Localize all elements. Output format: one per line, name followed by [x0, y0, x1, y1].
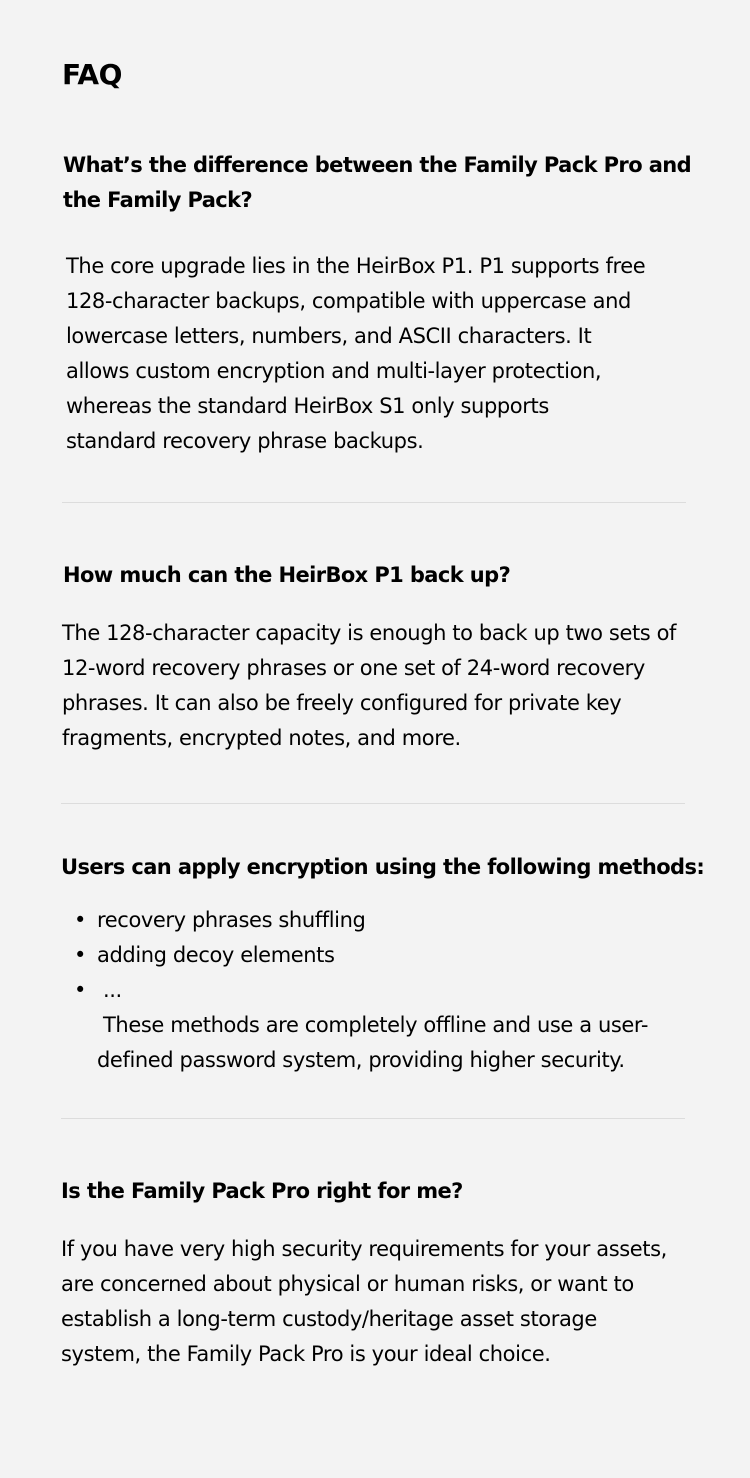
- list-item-text: adding decoy elements: [97, 943, 335, 967]
- answer-line: phrases. It can also be freely configured for private key: [62, 691, 622, 715]
- answer-line: standard recovery phrase backups.: [66, 429, 424, 453]
- answer-line: whereas the standard HeirBox S1 only supports: [66, 394, 549, 418]
- list-item: [62, 938, 702, 973]
- answer-line: lowercase letters, numbers, and ASCII characters. It: [66, 324, 592, 348]
- bullet-icon: •: [74, 908, 86, 932]
- list-item-text: recovery phrases shuffling: [97, 908, 366, 932]
- faq-answer-right-for-me: [61, 1232, 667, 1372]
- divider: [61, 803, 685, 804]
- answer-line: The 128-character capacity is enough to back up two sets of: [62, 621, 677, 645]
- bullet-icon: •: [74, 978, 86, 1002]
- answer-line: The core upgrade lies in the HeirBox P1. P1 supports free: [66, 254, 646, 278]
- answer-line: fragments, encrypted notes, and more.: [62, 726, 461, 750]
- answer-line: are concerned about physical or human risks, or want to: [61, 1272, 634, 1296]
- faq-title: FAQ: [62, 58, 122, 91]
- list-item-text: ...: [103, 978, 122, 1002]
- divider: [61, 1118, 685, 1119]
- list-item: [62, 973, 702, 1078]
- answer-line: establish a long-term custody/heritage asset storage: [61, 1307, 597, 1331]
- list-note-line: defined password system, providing higher security.: [97, 1048, 625, 1072]
- encryption-methods-list: [62, 903, 702, 1078]
- divider: [62, 502, 686, 503]
- answer-line: 128-character backups, compatible with uppercase and: [66, 289, 631, 313]
- list-item: [62, 903, 702, 938]
- question-line: What’s the difference between the Family Pack Pro and: [63, 153, 692, 177]
- bullet-icon: •: [74, 943, 86, 967]
- question-line: the Family Pack?: [63, 188, 253, 212]
- answer-line: If you have very high security requirements for your assets,: [61, 1237, 667, 1261]
- faq-answer-backup-capacity: [62, 616, 676, 756]
- answer-line: 12-word recovery phrases or one set of 24-word recovery: [62, 656, 645, 680]
- faq-question-family-pack-difference: [63, 148, 691, 218]
- list-note-line: These methods are completely offline and use a user-: [103, 1013, 648, 1037]
- faq-answer-family-pack-difference: [66, 249, 645, 459]
- answer-line: system, the Family Pack Pro is your ideal choice.: [61, 1342, 551, 1366]
- faq-question-backup-capacity: How much can the HeirBox P1 back up?: [63, 563, 511, 587]
- answer-line: allows custom encryption and multi-layer protection,: [66, 359, 602, 383]
- faq-question-encryption-methods: Users can apply encryption using the following methods:: [61, 855, 705, 879]
- faq-question-right-for-me: Is the Family Pack Pro right for me?: [61, 1179, 463, 1203]
